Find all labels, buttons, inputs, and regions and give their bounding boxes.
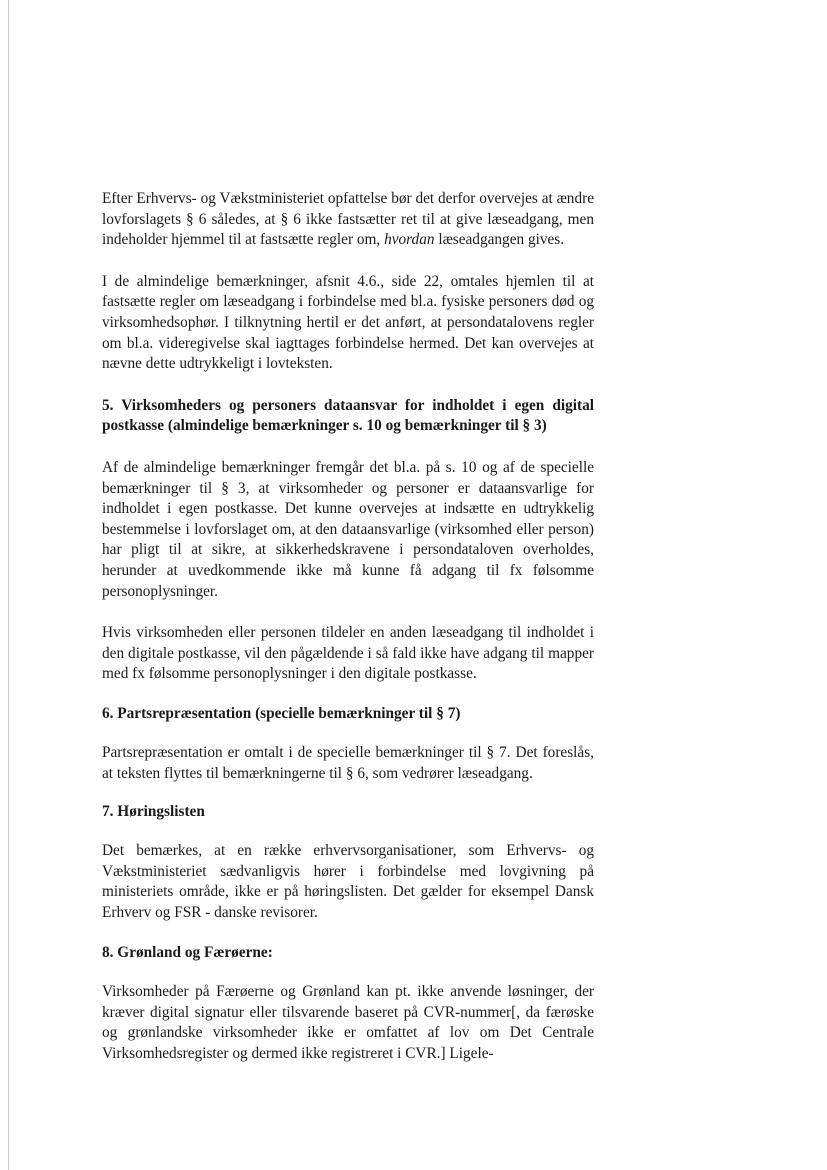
document-page [102, 189, 594, 1065]
paragraph-read-access: Efter Erhvervs- og Vækstministeriet opfattelse bør det derfor overvejes at ændre lovforslagets § 6 således, at § 6 ikke fastsætter ret til at give læseadgang, men indeholder hjemmel til at fastsætte regler om, hvordan læseadgangen gives. [102, 190, 594, 249]
section-8-paragraph: Virksomheder på Færøerne og Grønland kan pt. ikke anvende løsninger, der kræver digital signatur eller tilsvarende baseret på CVR-nummer[, da færøske og grønlandske virksomheder ikke er omfattet af lov om Det Centrale Virksomhedsregister og dermed ikke registreret i CVR.] Ligele- [102, 983, 594, 1062]
section-7-paragraph: Det bemærkes, at en række erhvervsorganisationer, som Erhvervs- og Vækstministeriet sædvanligvis hører i forbindelse med lovgivning på ministeriets område, ikke er på høringslisten. Det gælder for eksempel Dansk Erhverv og FSR - danske revisorer. [102, 842, 594, 922]
scan-edge-line [8, 0, 9, 1170]
emphasis-hvordan: hvordan [384, 231, 435, 249]
section-8-heading: 8. Grønland og Færøerne: [102, 943, 273, 961]
section-5-paragraph-1: Af de almindelige bemærkninger fremgår det bl.a. på s. 10 og af de specielle bemærkninger til § 3, at virksomheder og personer er dataansvarlige for indholdet i egen postkasse. Det kunne overvejes at indsætte en udtrykkelig bestemmelse i lovforslaget om, at den dataansvarlige (virksomhed eller person) har pligt til at sikre, at sikkerhedskravene i persondataloven overholdes, herunder at uvedkommende ikke må kunne få adgang til fx følsomme personoplysninger. [102, 458, 594, 600]
section-7-heading: 7. Høringslisten [102, 802, 205, 820]
section-5-heading: 5. Virksomheders og personers dataansvar for indholdet i egen digital postkasse (almindelige bemærkninger s. 10 og bemærkninger til § 3) [102, 396, 594, 435]
section-6-heading: 6. Partsrepræsentation (specielle bemærkninger til § 7) [102, 704, 461, 722]
section-6-paragraph: Partsrepræsentation er omtalt i de specielle bemærkninger til § 7. Det foreslås, at teksten flyttes til bemærkningerne til § 6, som vedrører læseadgang. [102, 744, 594, 783]
paragraph-general-remarks: I de almindelige bemærkninger, afsnit 4.6., side 22, omtales hjemlen til at fastsætte regler om læseadgang i forbindelse med bl.a. fysiske personers død og virksomhedsophør. I tilknytning hertil er det anført, at persondatalovens regler om bl.a. videregivelse skal iagttages forbindelse hermed. Det kan overvejes at nævne dette udtrykkeligt i lovteksten. [102, 272, 594, 373]
section-5-paragraph-2: Hvis virksomheden eller personen tildeler en anden læseadgang til indholdet i den digitale postkasse, vil den pågældende i så fald ikke have adgang til mapper med fx følsomme personoplysninger i den digitale postkasse. [102, 624, 594, 683]
